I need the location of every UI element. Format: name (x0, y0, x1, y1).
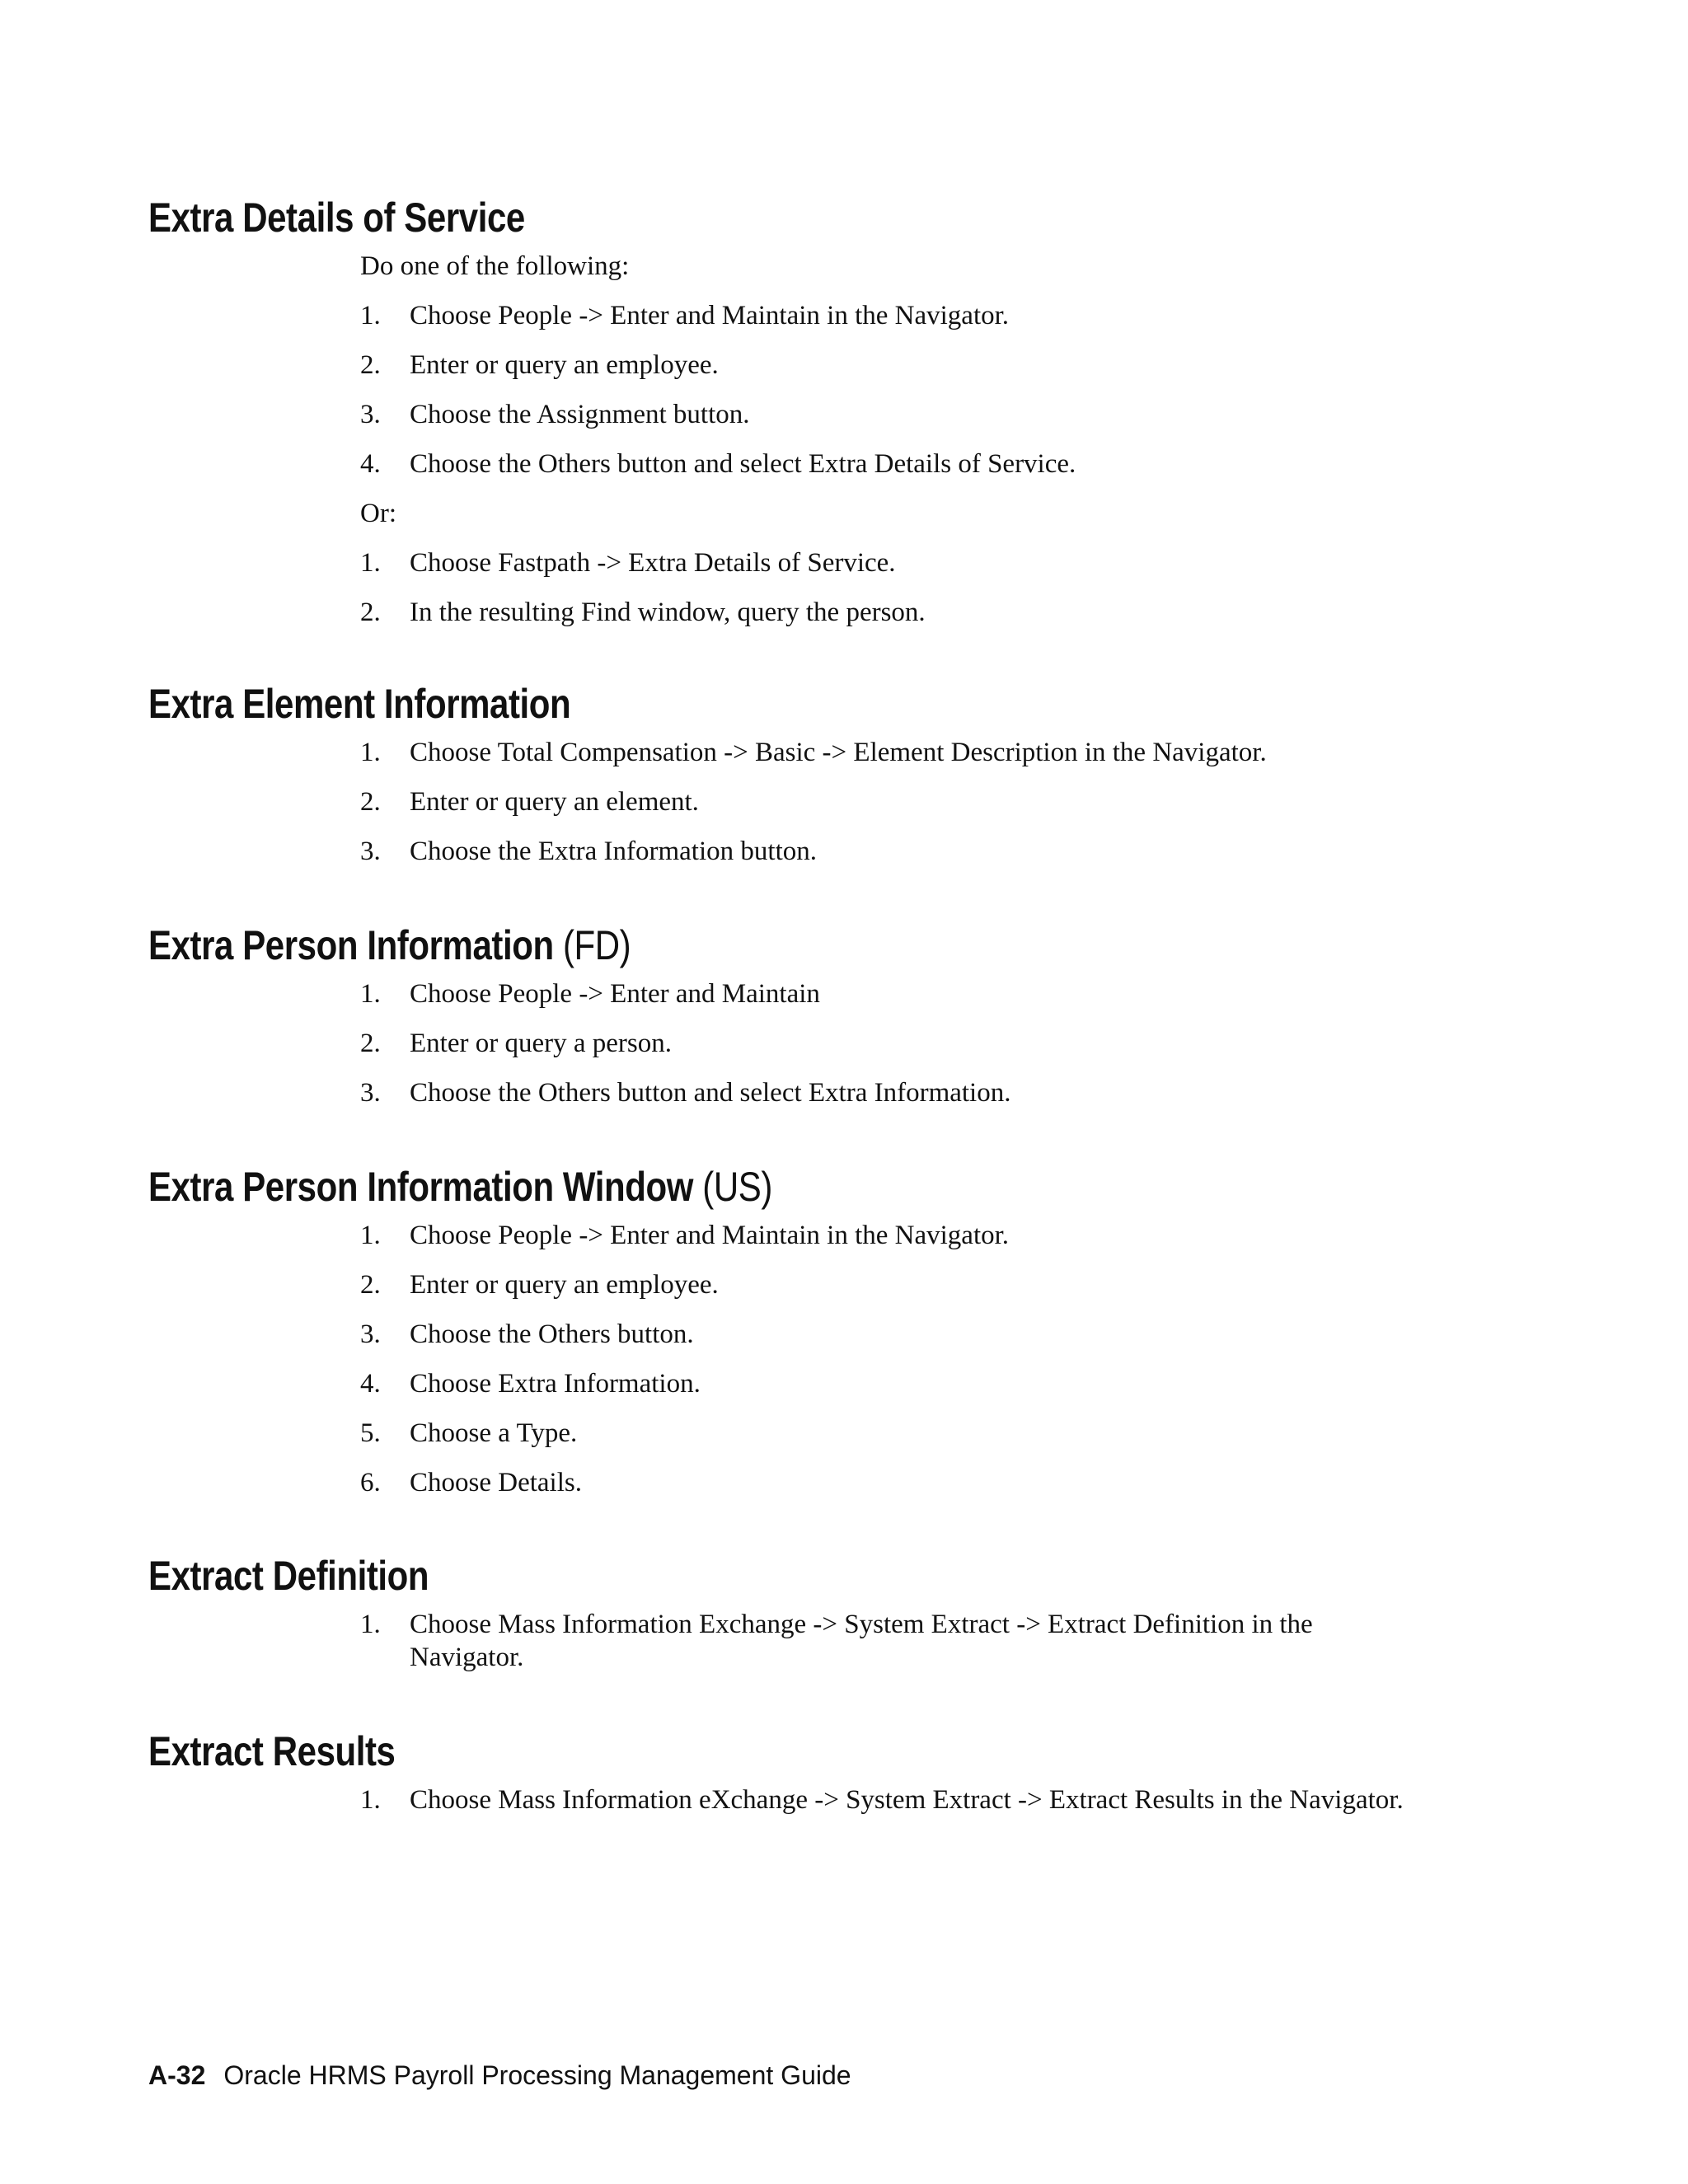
heading-title: Extra Details of Service (148, 194, 525, 241)
step-text: Enter or query an employee. (410, 350, 719, 380)
list-item (360, 835, 1432, 884)
step-number: 1. (360, 979, 381, 1009)
list-item (360, 1367, 1432, 1417)
step-number: 1. (360, 738, 381, 767)
list-item (360, 1268, 1432, 1318)
section-body (360, 1608, 1432, 1674)
intro-text: Do one of the following: (360, 251, 630, 281)
step-number: 1. (360, 1221, 381, 1250)
step-list (360, 1783, 1432, 1849)
step-number: 3. (360, 400, 381, 429)
list-item (360, 977, 1432, 1027)
section-body (360, 736, 1432, 884)
step-text: Choose People -> Enter and Maintain (410, 979, 820, 1009)
step-text: Choose Fastpath -> Extra Details of Service. (410, 548, 896, 578)
step-number: 1. (360, 1610, 381, 1639)
list-item (360, 299, 1432, 349)
section-body (360, 1219, 1432, 1516)
list-item (360, 1608, 1432, 1674)
step-text: Choose a Type. (410, 1418, 578, 1448)
step-number: 5. (360, 1418, 381, 1448)
list-item (360, 349, 1432, 398)
section-body (360, 977, 1432, 1126)
step-number: 3. (360, 1078, 381, 1108)
step-list (360, 1608, 1432, 1674)
step-number: 1. (360, 301, 381, 330)
step-text: Choose the Assignment button. (410, 400, 750, 429)
step-text: Choose Mass Information eXchange -> System Extract -> Extract Results in the Navigator. (410, 1785, 1404, 1815)
heading-title: Extract Results (148, 1728, 396, 1774)
step-number: 3. (360, 1319, 381, 1349)
heading-title: Extract Definition (148, 1553, 429, 1599)
step-text: Enter or query a person. (410, 1029, 672, 1058)
section-heading (148, 679, 570, 729)
step-text: Choose Total Compensation -> Basic -> Element Description in the Navigator. (410, 738, 1267, 767)
step-number: 2. (360, 598, 381, 627)
step-list (360, 736, 1432, 884)
step-list (360, 977, 1432, 1126)
step-text: Choose Details. (410, 1468, 582, 1497)
heading-suffix: (US) (702, 1164, 772, 1210)
page-footer (148, 2059, 851, 2092)
step-text: Choose Mass Information Exchange -> System Extract -> Extract Definition in the Navigator. (410, 1610, 1313, 1672)
step-text: Choose People -> Enter and Maintain in the Navigator. (410, 301, 1010, 330)
step-text: Choose the Others button and select Extra Information. (410, 1078, 1011, 1108)
list-item (360, 398, 1432, 448)
heading-title: Extra Person Information Window (148, 1164, 694, 1210)
heading-suffix: (FD) (562, 922, 631, 968)
page-number: A-32 (148, 2060, 206, 2090)
section-heading (148, 1727, 395, 1776)
step-text: Choose the Others button and select Extra Details of Service. (410, 449, 1076, 479)
list-item (360, 1783, 1432, 1849)
section-heading (148, 921, 631, 970)
step-number: 6. (360, 1468, 381, 1497)
list-item (360, 785, 1432, 835)
step-text: Choose the Others button. (410, 1319, 694, 1349)
list-item (360, 1318, 1432, 1367)
step-number: 2. (360, 350, 381, 380)
list-item (360, 1466, 1432, 1516)
step-number: 4. (360, 1369, 381, 1399)
list-item (360, 546, 1432, 596)
list-item (360, 1027, 1432, 1076)
list-item (360, 736, 1432, 785)
step-number: 4. (360, 449, 381, 479)
heading-title: Extra Person Information (148, 922, 554, 968)
heading-title: Extra Element Information (148, 681, 571, 727)
step-text: Enter or query an element. (410, 787, 699, 817)
book-title: Oracle HRMS Payroll Processing Management Guide (223, 2060, 851, 2090)
separator-text: Or: (360, 499, 396, 528)
step-list (360, 1219, 1432, 1516)
section-heading (148, 1551, 429, 1601)
list-item (360, 448, 1432, 497)
step-text: Choose Extra Information. (410, 1369, 701, 1399)
list-item (360, 1417, 1432, 1466)
step-number: 1. (360, 1785, 381, 1815)
step-text: In the resulting Find window, query the person. (410, 598, 926, 627)
section-heading (148, 1162, 772, 1212)
section-heading (148, 193, 525, 242)
step-number: 1. (360, 548, 381, 578)
list-item (360, 1076, 1432, 1126)
step-list-alternate (360, 546, 1432, 645)
step-text: Choose the Extra Information button. (410, 837, 817, 866)
step-number: 2. (360, 1270, 381, 1300)
section-body (360, 1783, 1432, 1849)
list-item (360, 1219, 1432, 1268)
step-list (360, 299, 1432, 497)
step-text: Enter or query an employee. (410, 1270, 719, 1300)
step-text: Choose People -> Enter and Maintain in the Navigator. (410, 1221, 1010, 1250)
step-number: 2. (360, 1029, 381, 1058)
list-item (360, 596, 1432, 645)
step-number: 2. (360, 787, 381, 817)
section-body (360, 250, 1432, 645)
step-number: 3. (360, 837, 381, 866)
